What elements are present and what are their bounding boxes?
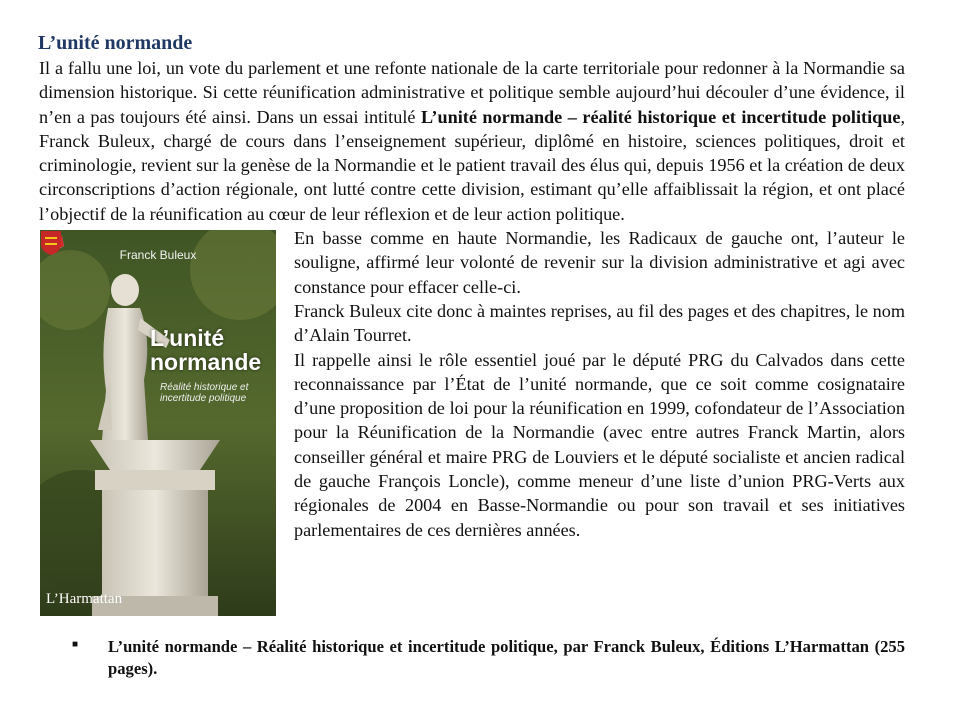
book-cover-image (40, 230, 276, 616)
cover-publisher: L’Harmattan (46, 591, 123, 607)
normandy-shield-icon (40, 230, 62, 256)
cover-subtitle: Réalité historique et incertitude politique (160, 382, 249, 404)
paragraph-tourret: Franck Buleux cite donc à maintes reprises, au fil des pages et des chapitres, le nom d’Alain Tourret. (294, 300, 905, 346)
article-title: L’unité normande (38, 32, 193, 54)
article (38, 30, 905, 620)
square-bullet-icon: ■ (72, 639, 79, 650)
paragraph-radicaux: En basse comme en haute Normandie, les Radicaux de gauche ont, l’auteur le souligne, affirmé leur volonté de revenir sur la division administrative et agi avec constance pour effacer celle-ci. (294, 228, 905, 297)
cover-title-line1: L’unité (150, 325, 225, 351)
paragraph-intro (38, 56, 905, 226)
paragraph-role: Il rappelle ainsi le rôle essentiel joué par le député PRG du Calvados dans cette reconnaissance par l’État de l’unité normande, que ce soit comme cosignataire d’une proposition de loi pour la réunification en 1999, cofondateur de l’Association pour la Réunification de la Normandie (avec entre autres Franck Martin, alors conseiller général et maire PRG de Louviers et le député socialiste et ancien radical de gauche François Loncle), comme meneur d’une liste d’union PRG-Verts aux régionales de 2004 en Basse-Normandie ou pour son travail et ses initiatives parlementaires de ces dernières années. (294, 349, 905, 540)
book-title-inline: L’unité normande – réalité historique et incertitude politique (420, 106, 901, 127)
intro-text-end: , Franck Buleux, chargé de cours dans l’enseignement supérieur, diplômé en histoire, sciences politiques, droit et criminologie, revient sur la genèse de la Normandie et le patient travail des élus qui, depuis 1956 et la création de deux circonscriptions d’action régionale, ont lutté contre cette division, estimant qu’elle affaiblissait la région, et ont placé l’objectif de la réunification au cœur de leur réflexion et de leur action politique. (39, 106, 905, 224)
intro-text-start: Il a fallu une loi, un vote du parlement et une refonte nationale de la carte territoriale pour redonner à la Normandie sa dimension historique. Si cette réunification administrative et politique semble aujourd’hui découler d’une évidence, il n’en a pas toujours été ainsi. Dans un essai intitulé (39, 58, 905, 127)
cover-author: Franck Buleux (119, 248, 197, 262)
cover-title (150, 326, 270, 374)
cover-title-line2: normande (150, 349, 262, 375)
statue-illustration (40, 230, 276, 616)
book-reference (72, 636, 905, 680)
book-reference-text: L’unité normande – Réalité historique et incertitude politique, par Franck Buleux, Éditions L’Harmattan (255 pages). (108, 637, 905, 678)
